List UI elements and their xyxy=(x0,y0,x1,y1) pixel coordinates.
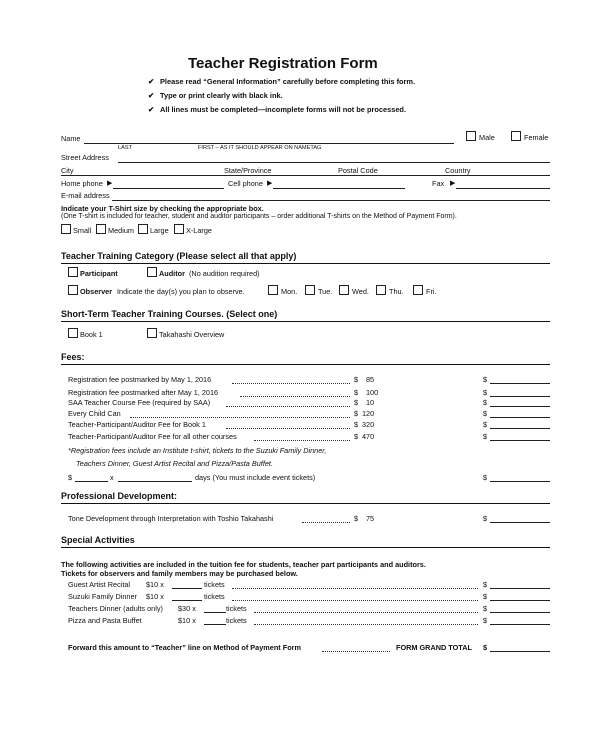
book1-label: Book 1 xyxy=(80,330,103,339)
auditor-checkbox[interactable] xyxy=(147,267,157,277)
dot-leader xyxy=(130,417,350,418)
xlarge-label: X-Large xyxy=(186,226,212,235)
days-count-field[interactable] xyxy=(118,481,192,482)
fri-checkbox[interactable] xyxy=(413,285,423,295)
participant-label: Participant xyxy=(80,269,118,278)
dot-leader xyxy=(254,440,350,441)
tickets-label: tickets xyxy=(226,616,247,625)
mon-checkbox[interactable] xyxy=(268,285,278,295)
activity-total-field[interactable] xyxy=(490,588,550,589)
male-label: Male xyxy=(479,133,495,142)
training-heading: Teacher Training Category (Please select all that apply) xyxy=(61,251,297,261)
book1-checkbox[interactable] xyxy=(68,328,78,338)
cell-phone-field[interactable] xyxy=(273,188,405,189)
dollar-sign: $ xyxy=(483,388,488,397)
auditor-note: (No audition required) xyxy=(189,269,260,278)
fee-row-label: Registration fee postmarked after May 1, 2016 xyxy=(68,388,219,397)
special-intro-line-1: The following activities are included in the tuition fee for students, teacher part participants and auditors. xyxy=(61,560,426,569)
dollar-sign: $ xyxy=(483,592,488,601)
ticket-count-field[interactable] xyxy=(172,600,202,601)
tickets-label: tickets xyxy=(204,580,225,589)
dollar-sign: $ xyxy=(354,420,359,429)
thu-checkbox[interactable] xyxy=(376,285,386,295)
section-divider xyxy=(61,547,550,548)
dollar-sign: $ xyxy=(483,643,488,652)
tue-label: Tue. xyxy=(318,287,333,296)
professional-amount: 75 xyxy=(366,514,375,523)
activity-label: Suzuki Family Dinner xyxy=(68,592,137,601)
fax-label: Fax xyxy=(432,179,445,188)
ticket-count-field[interactable] xyxy=(172,588,202,589)
dollar-sign: $ xyxy=(483,514,488,523)
dollar-sign: $ xyxy=(483,409,488,418)
name-label: Name xyxy=(61,134,81,143)
activity-total-field[interactable] xyxy=(490,624,550,625)
fee-amount: 470 xyxy=(362,432,375,441)
large-label: Large xyxy=(150,226,169,235)
country-label: Country xyxy=(445,166,471,175)
activity-price: $10 x xyxy=(146,580,164,589)
fees-heading: Fees: xyxy=(61,352,85,362)
fee-total-field[interactable] xyxy=(490,440,550,441)
activity-price: $10 x xyxy=(178,616,196,625)
ticket-count-field[interactable] xyxy=(204,612,226,613)
tickets-label: tickets xyxy=(226,604,247,613)
email-label: E-mail address xyxy=(61,191,110,200)
dollar-sign: $ xyxy=(354,388,359,397)
section-divider xyxy=(61,263,550,264)
dollar-sign: $ xyxy=(483,398,488,407)
fee-total-field[interactable] xyxy=(490,522,550,523)
check-icon: ✔ xyxy=(148,77,155,86)
dot-leader xyxy=(322,651,390,652)
fee-total-field[interactable] xyxy=(490,406,550,407)
activity-label: Teachers Dinner (adults only) xyxy=(68,604,163,613)
city-field[interactable] xyxy=(61,175,550,176)
arrow-icon: ▶ xyxy=(450,180,456,187)
dollar-sign: $ xyxy=(354,398,359,407)
participant-checkbox[interactable] xyxy=(68,267,78,277)
dot-leader xyxy=(232,600,478,601)
dot-leader xyxy=(232,588,478,589)
ticket-count-field[interactable] xyxy=(204,624,226,625)
fee-total-field[interactable] xyxy=(490,481,550,482)
fee-total-field[interactable] xyxy=(490,417,550,418)
special-heading: Special Activities xyxy=(61,535,135,545)
dot-leader xyxy=(254,612,478,613)
fee-amount: 10 xyxy=(366,398,375,407)
dollar-sign: $ xyxy=(483,420,488,429)
small-checkbox[interactable] xyxy=(61,224,71,234)
check-icon: ✔ xyxy=(148,105,155,114)
instruction-3: ✔ All lines must be completed—incomplete forms will not be processed. xyxy=(148,105,406,114)
large-checkbox[interactable] xyxy=(138,224,148,234)
arrow-icon: ▶ xyxy=(267,180,273,187)
street-label: Street Address xyxy=(61,153,109,162)
mon-label: Mon. xyxy=(281,287,298,296)
dollar-sign: $ xyxy=(483,604,488,613)
fee-note-line-1: *Registration fees include an Institute t-shirt, tickets to the Suzuki Family Dinner, xyxy=(68,446,327,455)
medium-checkbox[interactable] xyxy=(96,224,106,234)
section-divider xyxy=(61,503,550,504)
day-rate-field[interactable] xyxy=(75,481,108,482)
section-divider xyxy=(61,321,550,322)
dot-leader xyxy=(302,522,350,523)
home-phone-label: Home phone xyxy=(61,179,103,188)
dollar-sign: $ xyxy=(483,473,488,482)
fee-total-field[interactable] xyxy=(490,383,550,384)
tshirt-heading: Indicate your T-Shirt size by checking the appropriate box. xyxy=(61,204,264,213)
home-phone-field[interactable] xyxy=(113,188,224,189)
tshirt-note: (One T-shirt is included for teacher, student and auditor participants – order additional T-shirts on the Method of Payment Form). xyxy=(61,213,457,220)
observer-label: Observer xyxy=(80,287,113,296)
postal-label: Postal Code xyxy=(338,166,378,175)
instruction-2: ✔ Type or print clearly with black ink. xyxy=(148,91,283,100)
street-field[interactable] xyxy=(118,162,550,163)
dot-leader xyxy=(254,624,478,625)
days-label: days (You must include event tickets) xyxy=(195,473,316,482)
dollar-sign: $ xyxy=(483,616,488,625)
observer-checkbox[interactable] xyxy=(68,285,78,295)
female-label: Female xyxy=(524,133,549,142)
email-field[interactable] xyxy=(112,200,550,201)
forward-text: Forward this amount to “Teacher” line on Method of Payment Form xyxy=(68,643,301,652)
thu-label: Thu. xyxy=(389,287,404,296)
fee-row-label: SAA Teacher Course Fee (required by SAA) xyxy=(68,398,211,407)
dot-leader xyxy=(226,406,350,407)
fee-amount: 120 xyxy=(362,409,375,418)
special-intro-line-2: Tickets for observers and family members may be purchased below. xyxy=(61,569,298,578)
wed-label: Wed. xyxy=(352,287,369,296)
wed-checkbox[interactable] xyxy=(339,285,349,295)
dollar-sign: $ xyxy=(68,473,73,482)
name-field[interactable] xyxy=(84,143,454,144)
activity-total-field[interactable] xyxy=(490,600,550,601)
short-term-heading: Short-Term Teacher Training Courses. (Select one) xyxy=(61,309,278,319)
fee-amount: 100 xyxy=(366,388,379,397)
professional-heading: Professional Development: xyxy=(61,491,178,501)
fax-field[interactable] xyxy=(456,188,550,189)
form-title: Teacher Registration Form xyxy=(188,55,378,72)
tickets-label: tickets xyxy=(204,592,225,601)
section-divider xyxy=(61,364,550,365)
observer-note: Indicate the day(s) you plan to observe. xyxy=(117,287,245,296)
fri-label: Fri. xyxy=(426,287,437,296)
takahashi-label: Takahashi Overview xyxy=(159,330,225,339)
fee-row-label: Registration fee postmarked by May 1, 2016 xyxy=(68,375,212,384)
activity-price: $10 x xyxy=(146,592,164,601)
dot-leader xyxy=(240,396,350,397)
fee-row-label: Teacher-Participant/Auditor Fee for Book 1 xyxy=(68,420,206,429)
dollar-sign: $ xyxy=(354,432,359,441)
male-checkbox[interactable] xyxy=(466,131,476,141)
takahashi-checkbox[interactable] xyxy=(147,328,157,338)
last-hint: LAST xyxy=(118,145,132,151)
grand-total-field[interactable] xyxy=(490,651,550,652)
activity-total-field[interactable] xyxy=(490,612,550,613)
fee-amount: 320 xyxy=(362,420,375,429)
dollar-sign: $ xyxy=(483,580,488,589)
dollar-sign: $ xyxy=(354,514,359,523)
grand-total-label: FORM GRAND TOTAL xyxy=(396,643,472,652)
medium-label: Medium xyxy=(108,226,134,235)
activity-label: Pizza and Pasta Buffet xyxy=(68,616,142,625)
dollar-sign: $ xyxy=(483,375,488,384)
dollar-sign: $ xyxy=(354,375,359,384)
first-hint: FIRST – AS IT SHOULD APPEAR ON NAMETAG xyxy=(198,145,322,151)
dot-leader xyxy=(226,428,350,429)
activity-label: Guest Artist Recital xyxy=(68,580,131,589)
x-label: x xyxy=(110,473,114,482)
fee-total-field[interactable] xyxy=(490,428,550,429)
female-checkbox[interactable] xyxy=(511,131,521,141)
arrow-icon: ▶ xyxy=(107,180,113,187)
fee-note-line-2: Teachers Dinner, Guest Artist Recital and Pizza/Pasta Buffet. xyxy=(76,459,273,468)
fee-amount: 85 xyxy=(366,375,375,384)
dollar-sign: $ xyxy=(483,432,488,441)
dollar-sign: $ xyxy=(354,409,359,418)
state-label: State/Province xyxy=(224,166,272,175)
city-label: City xyxy=(61,166,74,175)
small-label: Small xyxy=(73,226,92,235)
cell-phone-label: Cell phone xyxy=(228,179,263,188)
xlarge-checkbox[interactable] xyxy=(174,224,184,234)
activity-price: $30 x xyxy=(178,604,196,613)
fee-row-label: Every Child Can xyxy=(68,409,121,418)
fee-row-label: Teacher-Participant/Auditor Fee for all other courses xyxy=(68,432,237,441)
professional-row-label: Tone Development through Interpretation with Toshio Takahashi xyxy=(68,514,274,523)
fee-total-field[interactable] xyxy=(490,396,550,397)
dot-leader xyxy=(232,383,350,384)
instruction-1: ✔ Please read “General Information” carefully before completing this form. xyxy=(148,77,416,86)
auditor-label: Auditor xyxy=(159,269,185,278)
tue-checkbox[interactable] xyxy=(305,285,315,295)
check-icon: ✔ xyxy=(148,91,155,100)
